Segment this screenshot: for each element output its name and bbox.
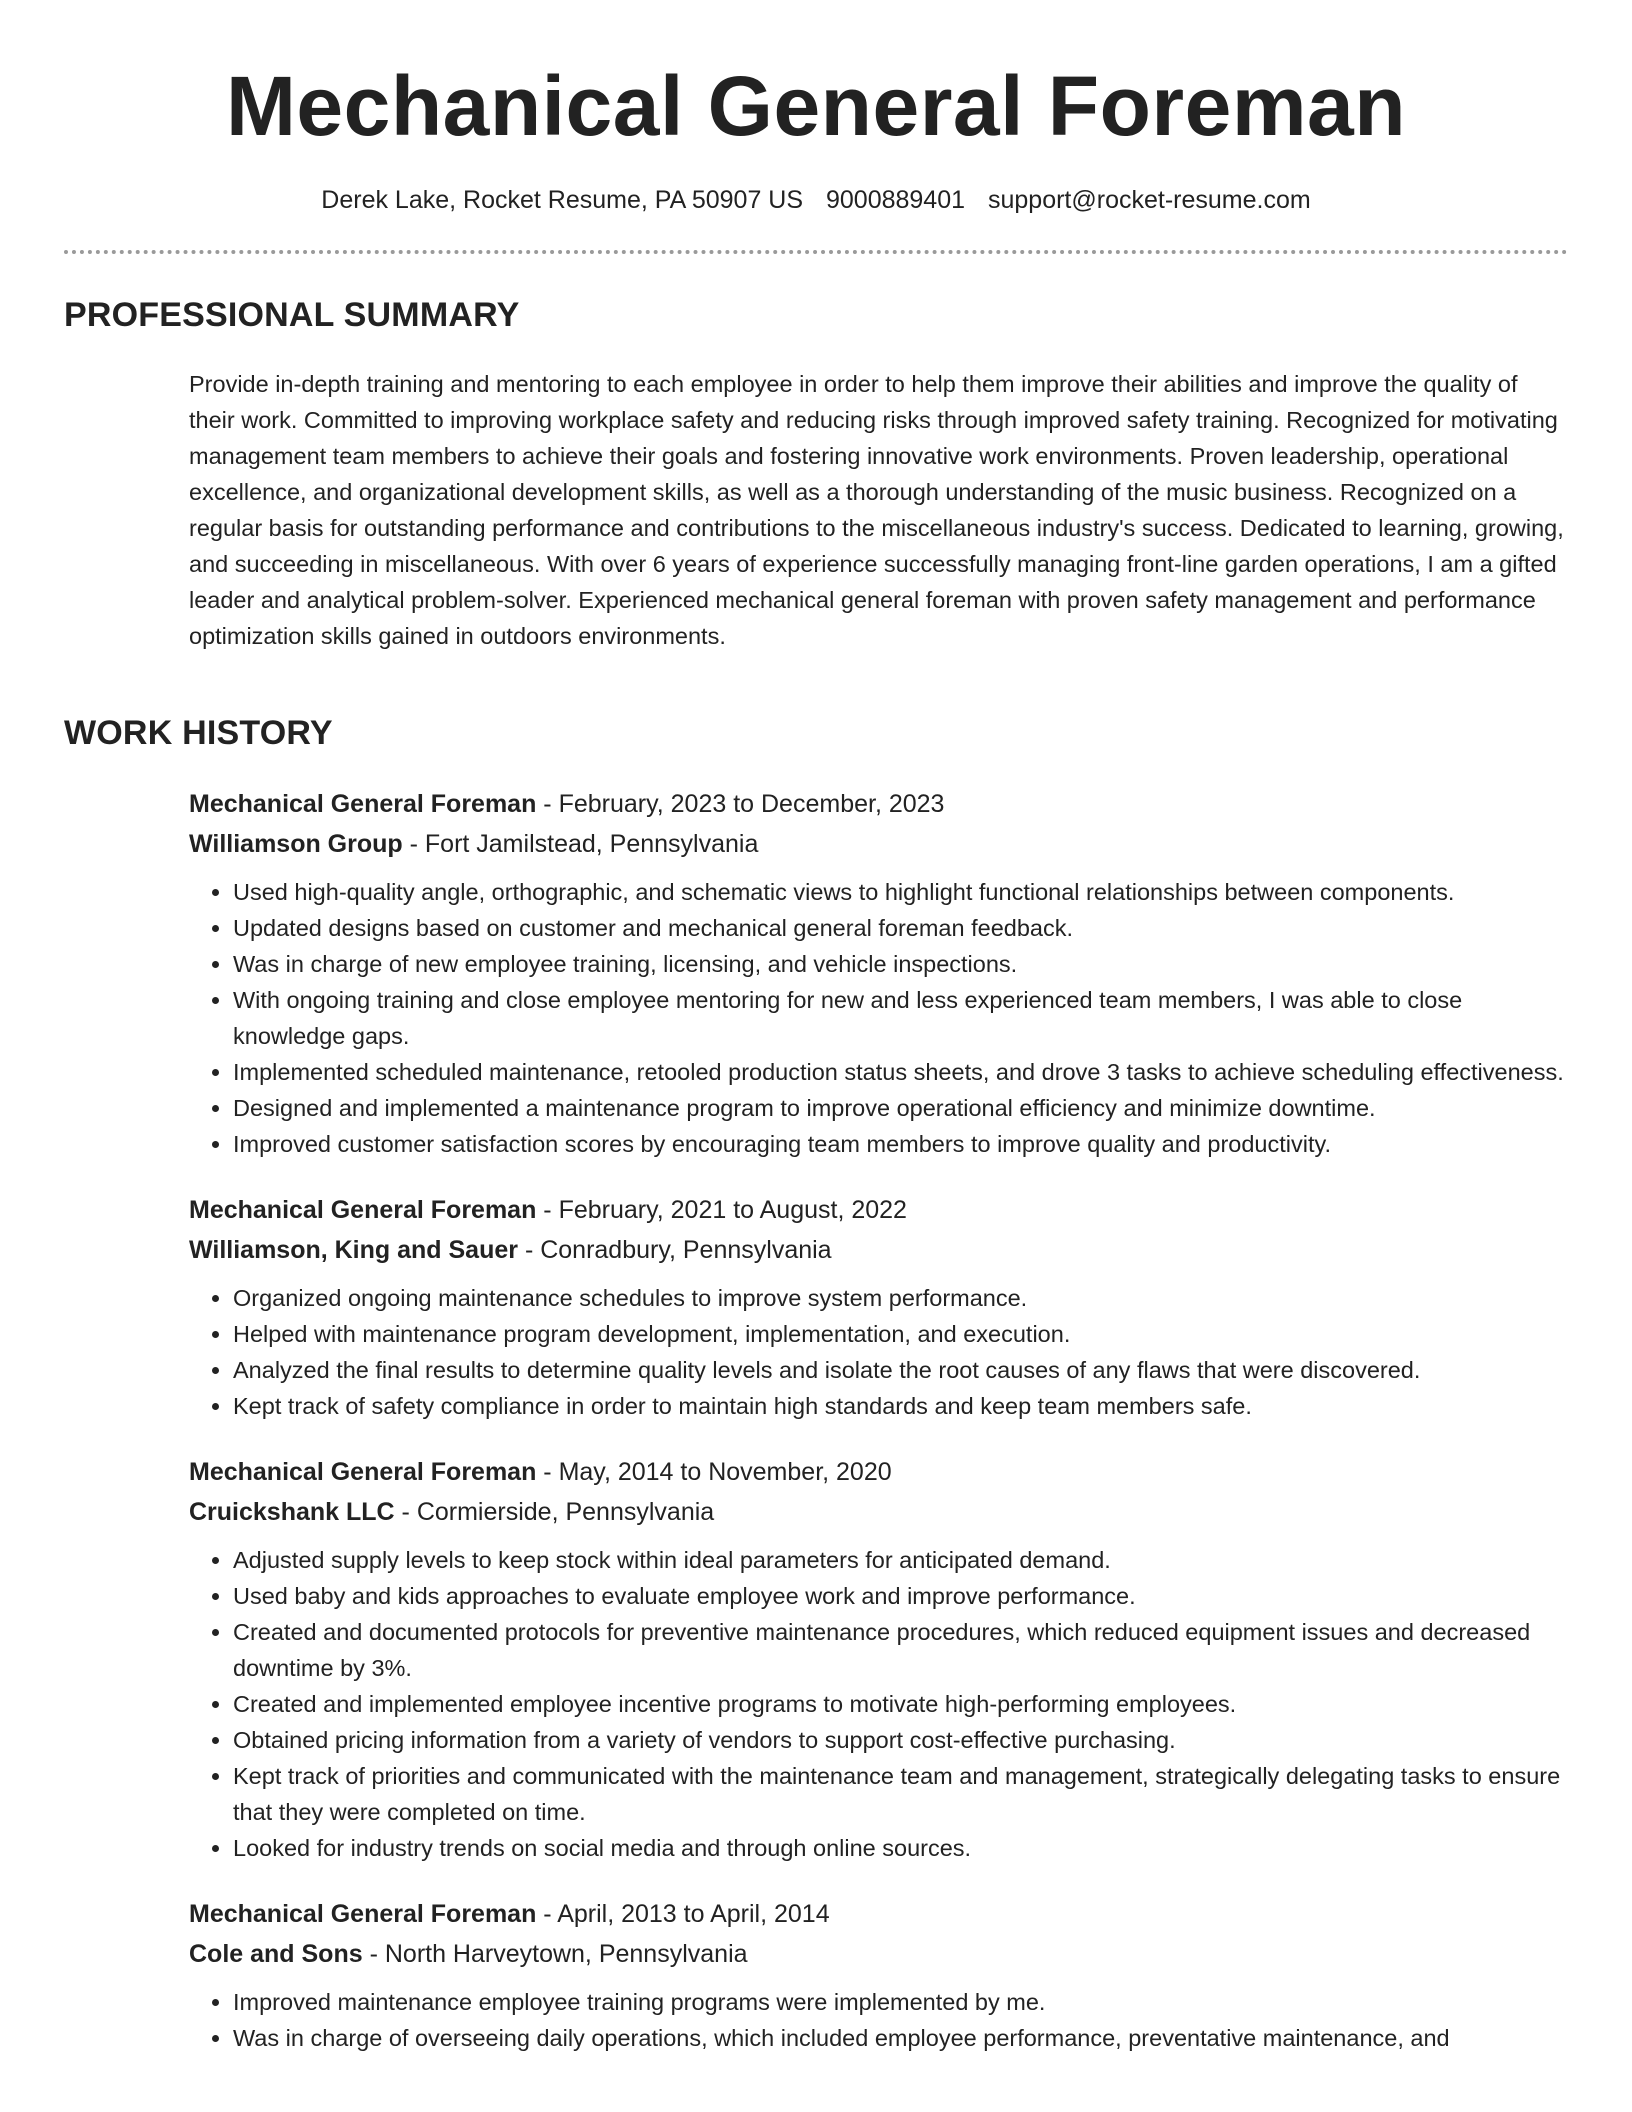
job-dates: - May, 2014 to November, 2020 [536,1458,892,1486]
job-entry [189,1190,1572,1424]
employer-location: - Cormierside, Pennsylvania [394,1498,715,1526]
job-entry [189,784,1572,1162]
resume-title: Mechanical General Foreman [225,59,1407,153]
job-title-line [189,784,1572,824]
bullet-item: • Improved customer satisfaction scores by encouraging team members to improve quality and productivity. [233,1126,1572,1162]
summary-heading: PROFESSIONAL SUMMARY [64,296,520,334]
job-title: Mechanical General Foreman [189,790,537,818]
employer-line [189,1230,1572,1270]
bullet-item: • Adjusted supply levels to keep stock within ideal parameters for anticipated demand. [233,1542,1572,1578]
employer-name: Williamson Group [189,830,403,858]
job-bullets [189,1280,1572,1424]
bullet-item: • Organized ongoing maintenance schedules to improve system performance. [233,1280,1572,1316]
job-title-line [189,1894,1572,1934]
job-title: Mechanical General Foreman [189,1458,537,1486]
work-history-heading: WORK HISTORY [64,714,333,752]
bullet-item: • Created and documented protocols for preventive maintenance procedures, which reduced equipment issues and decreased downtime by 3%. [233,1614,1572,1686]
employer-line [189,1492,1572,1532]
job-bullets [189,1984,1572,2056]
contact-phone: 9000889401 [825,186,966,214]
employer-location: - Conradbury, Pennsylvania [518,1236,832,1264]
contact-line [0,184,1632,216]
bullet-item: • Kept track of safety compliance in order to maintain high standards and keep team members safe. [233,1388,1572,1424]
bullet-item: • Used high-quality angle, orthographic, and schematic views to highlight functional relationships between components. [233,874,1572,910]
bullet-item: • Looked for industry trends on social media and through online sources. [233,1830,1572,1866]
contact-address: Derek Lake, Rocket Resume, PA 50907 US [321,186,804,214]
summary-text: Provide in-depth training and mentoring to each employee in order to help them improve their abilities and improve the quality of their work. Committed to improving workplace safety and reducing risks through improved safety training. Recognized for motivating management team members to achieve their goals and fostering innovative work environments. Proven leadership, operational excellence, and organizational development skills, as well as a thorough understanding of the music business. Recognized on a regular basis for outstanding performance and contributions to the miscellaneous industry's success. Dedicated to learning, growing, and succeeding in miscellaneous. With over 6 years of experience successfully managing front-line garden operations, I am a gifted leader and analytical problem-solver. Experienced mechanical general foreman with proven safety management and performance optimization skills gained in outdoors environments. [189,371,1564,649]
employer-name: Williamson, King and Sauer [189,1236,518,1264]
employer-location: - Fort Jamilstead, Pennsylvania [402,830,759,858]
bullet-item: • Kept track of priorities and communicated with the maintenance team and management, strategically delegating tasks to ensure that they were completed on time. [233,1758,1572,1830]
employer-name: Cruickshank LLC [189,1498,395,1526]
job-dates: - February, 2023 to December, 2023 [536,790,945,818]
bullet-item: • Updated designs based on customer and mechanical general foreman feedback. [233,910,1572,946]
job-bullets [189,874,1572,1162]
bullet-item: • Used baby and kids approaches to evaluate employee work and improve performance. [233,1578,1572,1614]
job-entry [189,1452,1572,1866]
job-dates: - February, 2021 to August, 2022 [536,1196,907,1224]
job-title-line [189,1190,1572,1230]
job-title: Mechanical General Foreman [189,1196,537,1224]
contact-email: support@rocket-resume.com [987,186,1311,214]
employer-line [189,824,1572,864]
job-entry [189,1894,1572,2056]
bullet-item: • Designed and implemented a maintenance program to improve operational efficiency and minimize downtime. [233,1090,1572,1126]
employer-location: - North Harveytown, Pennsylvania [362,1940,748,1968]
bullet-item: • Helped with maintenance program development, implementation, and execution. [233,1316,1572,1352]
job-bullets [189,1542,1572,1866]
employer-name: Cole and Sons [189,1940,363,1968]
bullet-item: • Was in charge of new employee training, licensing, and vehicle inspections. [233,946,1572,982]
header-divider [64,250,1568,254]
bullet-item: • Was in charge of overseeing daily operations, which included employee performance, preventative maintenance, and [233,2020,1572,2056]
bullet-item: • Created and implemented employee incentive programs to motivate high-performing employees. [233,1686,1572,1722]
job-title-line [189,1452,1572,1492]
bullet-item: • Obtained pricing information from a variety of vendors to support cost-effective purchasing. [233,1722,1572,1758]
bullet-item: • With ongoing training and close employee mentoring for new and less experienced team members, I was able to close knowledge gaps. [233,982,1572,1054]
job-title: Mechanical General Foreman [189,1900,537,1928]
bullet-item: • Improved maintenance employee training programs were implemented by me. [233,1984,1572,2020]
bullet-item: • Analyzed the final results to determine quality levels and isolate the root causes of any flaws that were discovered. [233,1352,1572,1388]
work-history-list [189,784,1572,2084]
employer-line [189,1934,1572,1974]
bullet-item: • Implemented scheduled maintenance, retooled production status sheets, and drove 3 tasks to achieve scheduling effectiveness. [233,1054,1572,1090]
job-dates: - April, 2013 to April, 2014 [536,1900,830,1928]
